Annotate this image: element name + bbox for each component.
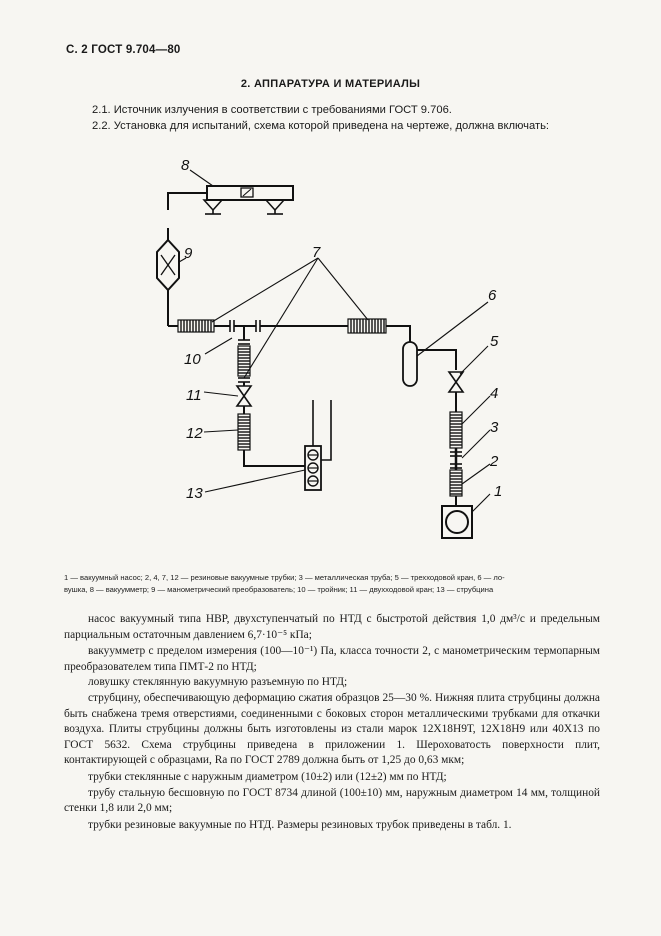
paragraph-vacuum-gauge: вакуумметр с пределом измерения (100—10⁻¹) Па, класса точности 2, с манометрическим термопарным преобразователем типа ПМТ-2 по НТД;: [64, 645, 600, 673]
paragraph-glass-tubes: трубки стеклянные с наружным диаметром (10±2) или (12±2) мм по НТД;: [88, 770, 447, 783]
label-11: 11: [186, 387, 202, 404]
label-2: 2: [490, 453, 499, 470]
caption-line-1: 1 — вакуумный насос; 2, 4, 7, 12 — резиновые вакуумные трубки; 3 — металлическая труба; 5 — трехходовой кран, 6 — ло-: [64, 573, 505, 582]
vacuum-pump: [442, 506, 472, 538]
label-12: 12: [186, 425, 203, 442]
section-title: 2. АППАРАТУРА И МАТЕРИАЛЫ: [240, 78, 421, 90]
label-6: 6: [488, 287, 497, 304]
paragraph-clamp: струбцину, обеспечивающую деформацию сжатия образцов 25—30 %. Нижняя плита струбцины должна быть снабжена тремя отверстиями, соединенными с боковых сторон металлическими трубками для откачки воздуха. Плиты струбцины должны быть изготовлены из стали марок 12Х18Н9Т, 12Х18Н9 или 40Х13 по ГОСТ 5632. Схема струбцины приведена в приложении 1. Шероховатость поверхности плит, контактирующей с образцами, Ra по ГОСТ 2789 должна быть от 1,25 до 0,63 мкм;: [64, 691, 600, 767]
manometric-converter: [157, 240, 179, 290]
label-7: 7: [312, 244, 321, 261]
label-10: 10: [184, 351, 201, 368]
label-4: 4: [490, 385, 499, 402]
caption-line-2: вушка, 8 — вакуумметр; 9 — манометрический преобразователь; 10 — тройник; 11 — двухходовой кран; 13 — струбцина: [64, 585, 494, 594]
clamp: [305, 400, 331, 490]
paragraph-trap: ловушку стеклянную вакуумную разъемную по НТД;: [88, 676, 348, 689]
vacuum-gauge: [204, 186, 293, 214]
figure-caption: [64, 572, 604, 596]
paragraph-rubber-tubes: трубки резиновые вакуумные по НТД. Размеры резиновых трубок приведены в табл. 1.: [88, 818, 512, 831]
body-text: [64, 612, 600, 833]
glass-trap: [403, 342, 417, 386]
label-5: 5: [490, 333, 499, 350]
page-header: С. 2 ГОСТ 9.704—80: [66, 44, 181, 56]
paragraph-pump: насос вакуумный типа НВР, двухступенчатый по НТД с быстротой действия 1,0 дм³/с и предельным парциальным остаточным давлением 6,7·10⁻⁵ кПа;: [64, 613, 600, 641]
three-way-valve: [449, 372, 463, 412]
label-1: 1: [494, 483, 503, 500]
two-way-valve: [237, 386, 251, 406]
paragraph-steel-tube: трубу стальную бесшовную по ГОСТ 8734 длиной (100±10) мм, наружным диаметром 14 мм, толщиной стенки 1,8 или 2,0 мм;: [64, 786, 600, 815]
label-13: 13: [186, 485, 203, 502]
label-3: 3: [490, 419, 499, 436]
item-2-2: 2.2. Установка для испытаний, схема которой приведена на чертеже, должна включать:: [92, 120, 550, 132]
label-9: 9: [184, 245, 193, 262]
label-8: 8: [181, 157, 190, 174]
item-2-1: 2.1. Источник излучения в соответствии с требованиями ГОСТ 9.706.: [92, 104, 452, 116]
